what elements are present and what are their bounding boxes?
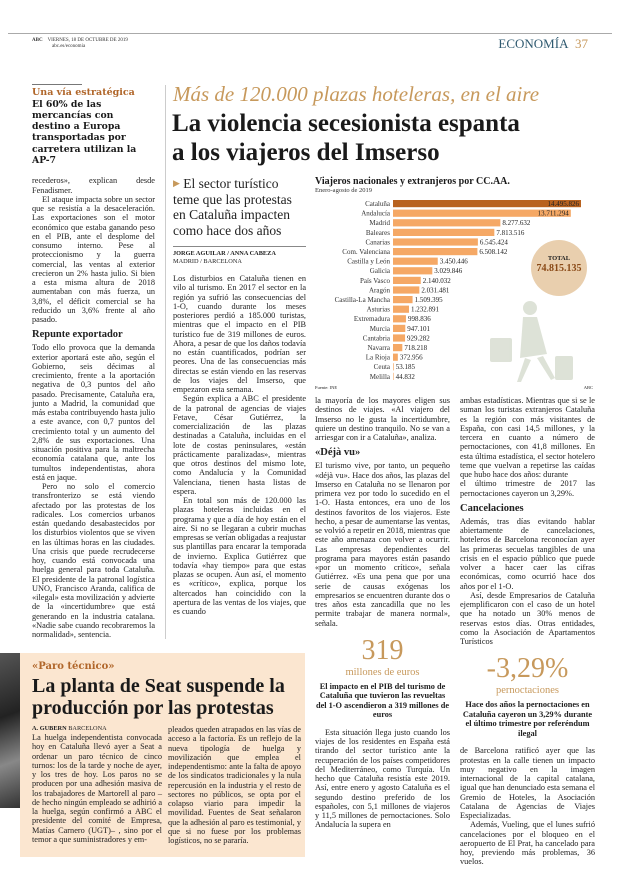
chart-value-label: 1.232.891: [410, 305, 439, 314]
chart-bar: [393, 363, 394, 370]
column-divider: [165, 85, 166, 639]
chart-category-label: Baleares: [365, 228, 390, 237]
location: MADRID / BARCELONA: [173, 258, 242, 265]
article-col-4-column: [460, 396, 595, 867]
chart-category-label: Melilla: [369, 372, 390, 381]
chart-value-label: 2.031.481: [421, 286, 450, 295]
headline-line: La violencia secesionista espanta: [172, 110, 520, 137]
seat-col-2: [168, 725, 301, 845]
chart-value-label: 3.029.846: [434, 267, 463, 276]
chart-category-label: Canarias: [365, 238, 390, 247]
byline-rule: [173, 246, 306, 247]
chart-value-label: 1.509.395: [414, 296, 443, 304]
sidebar-title: El 60% de las mercancías con destino a Europa transportadas por carretera utilizan la AP-7: [32, 98, 137, 166]
chart-category-label: Andalucía: [361, 209, 390, 218]
seat-byline: [32, 725, 162, 733]
page-number: 37: [575, 36, 588, 51]
brand: ABC: [32, 38, 43, 43]
chart-category-label: Aragón: [369, 286, 390, 295]
paragraph: pleados queden atrapados en las vías de acceso a la factoría. Es un reflejo de la nueva tipología de huelga y movilización que emplea el independentismo: ante la falta de apoyo de los sindicatos tradicionales y la nula repercusión en la industria y el resto de sectores no públicos, se opta por el colapso viario para impedir la movilidad. Fuentes de Seat señalaron que la adhesión al paro es testimonial, y que si no fuese por los problemas logísticos, no se pararía.: [168, 725, 301, 845]
chart-value-label: 998.836: [407, 315, 431, 324]
chart-category-label: La Rioja: [365, 353, 390, 362]
traveler-silhouette-icon: [490, 301, 573, 382]
total-value: 74.815.135: [536, 263, 582, 274]
chart-value-label: 3.450.446: [439, 257, 468, 266]
article-col-3a: [315, 396, 450, 442]
stat-value: -3,29%: [486, 653, 569, 685]
chart-category-label: Com. Valenciana: [342, 248, 390, 256]
chart-value-label: 6.545.424: [479, 238, 508, 247]
chart-category-label: Asturias: [366, 305, 390, 314]
sidebar-text-1: [32, 176, 155, 324]
article-col-3c: del Imserso en Cataluña no se llenaron por primera vez por todo lo sucedido en el 1-O. Hasta entonces, era uno de los destinos favoritos de los viajeros. Este hecho, a pesar de aumentarse las ventas, se volvió a repetir en 2018, mientras que este año amenaza con volver a ocurrir. Las empresas dependientes del programa para mayores están pasando «por un momento crítico», señala Gutiérrez. «Es una pena que por una serie de causas exógenas los empresarios se encuentren durante dos o tres años esta zancadilla que no les permite trabajar de manera normal», señala.: [315, 470, 451, 628]
seat-box: [20, 653, 305, 857]
chart-source: Fuente: INE: [315, 385, 338, 390]
section-name: ECONOMÍA: [498, 36, 568, 51]
chart-bar: [393, 325, 405, 332]
article-col-4e: [460, 746, 595, 866]
chart-bar: [393, 277, 421, 284]
chart-subtitle: Enero-agosto de 2019: [315, 187, 373, 194]
subhead-repunte: Repunte exportador: [32, 329, 123, 341]
paragraph: de Barcelona ratificó ayer que las protestas en la calle tienen un impacto muy negativo en la imagen internacional de la capital catalana, igual que han denunciado esta semana el Gremio de Hoteles, la Asociación Catalana de Agencias de Viajes Especializadas.: [460, 746, 596, 820]
paragraph: Así, desde Empresarios de Cataluña ejemplificaron con el caso de un hotel que ha notado un 30% menos de reservas estos días. Otras entidades, como la Asociación de Apartamentos Turísticos: [460, 590, 595, 646]
chart-value-label: 44.832: [395, 372, 415, 381]
summary-text: El sector turístico teme que las protestas en Cataluña impacten como hace dos años: [173, 176, 292, 238]
sidebar-kicker: Una vía estratégica: [32, 87, 135, 98]
seat-photo: [0, 653, 20, 808]
chart-category-label: Galicia: [369, 267, 390, 276]
seat-kicker: «Paro técnico»: [32, 661, 115, 672]
stat-value: 319: [361, 634, 404, 666]
paragraph: Además, Vueling, que el lunes sufrió cancelaciones por el bloqueo en el aeropuerto de El Prat, ha cancelado para hoy, previendo más problemas, 36 vuelos.: [460, 820, 595, 867]
chart-category-label: Castilla-La Mancha: [334, 296, 390, 304]
paragraph: Pero no solo el comercio transfronterizo se está viendo afectado por las protestas de los radicales. Los comercios urbanos están quedando desabastecidos por los disturbios violentos que se viven en las últimas horas en las ciudades. Una crisis que puede recrudecerse hoy, cuando está convocada una huelga general para toda Cataluña. El presidente de la patronal logística UNO, Francisco Aranda, califica de «ilegal» esta movilización y advierte de la «incertidumbre» que está generando en la industria catalana. «Nadie sabe cuando recobraremos la normalidad», sentencia.: [32, 482, 155, 640]
chart-category-label: Extremadura: [353, 315, 390, 324]
chart-bar: [393, 238, 478, 245]
header-meta: [32, 38, 128, 50]
chart-category-label: Cantabria: [362, 334, 390, 343]
chart-value-label: 14.495.826: [547, 200, 579, 208]
paragraph: la mayoría de los mayores eligen sus destinos de viajes. «Al viajero del Imserso no le gusta la incertidumbre, quiere un destino tranquilo. No se van a arriesgar con ir a Cataluña», analiza.: [315, 396, 450, 442]
chart-viajeros: [315, 176, 597, 392]
paragraph: Además, tras días evitando hablar abiertamente de cancelaciones, hoteleros de Barcelona reconocían ayer las primeras secuelas tangibles de una crisis en el espacio público que puede volver a hacer caer las cifras económicas, como ocurrió hace dos años por el 1-O.: [460, 516, 595, 591]
chart-category-label: Madrid: [369, 219, 390, 228]
chart-bar: [393, 248, 477, 255]
chart-value-label: 718.218: [404, 344, 428, 352]
stat-caption: Hace dos años la pernoctaciones en Cataluña cayeron un 3,29% durante el último trimestre por referéndum ilegal: [462, 700, 593, 738]
paragraph: [315, 461, 450, 628]
chart-value-label: 8.277.632: [502, 219, 531, 228]
article-col-3b: El turismo vive, por tanto, un pequeño «déjà vu». Hace dos años, las plazas: [315, 461, 450, 480]
chart-bar: [393, 258, 438, 265]
chart-value-label: 947.101: [407, 324, 431, 333]
chart-category-label: País Vasco: [359, 276, 390, 285]
paragraph: Esta situación llega justo cuando los viajes de los residentes en España está tirando del sector turístico ante la recuperación de los países competidores del Mediterráneo, como Turquía. Un hecho que Cataluña resistía este 2019. Así, entre enero y agosto Cataluña es el segundo destino preferido de los españoles, con 5,1 millones de viajeros y 11,5 millones de pernoctaciones. Solo Andalucía la supera en: [315, 727, 450, 830]
seat-author: A. GUBERN: [32, 725, 67, 732]
article-headline: [172, 109, 520, 167]
chart-bar: [393, 219, 500, 226]
chart-bar: [393, 334, 405, 341]
article-col-2-column: [173, 176, 306, 616]
section-url[interactable]: abc.es/economia: [52, 44, 86, 49]
total-label: TOTAL: [547, 255, 571, 262]
chart-value-label: 13.711.294: [537, 209, 569, 218]
date: VIERNES, 18 DE OCTUBRE DE 2019: [47, 38, 128, 43]
seat-location: BARCELONA: [68, 725, 107, 732]
article-kicker: Más de 120.000 plazas hoteleras, en el aire: [173, 82, 540, 106]
chart-bar: [393, 306, 409, 313]
sidebar-text-2: [32, 343, 155, 639]
chart-credit: ABC: [583, 385, 593, 390]
triangle-bullet-icon: ▶: [173, 178, 180, 188]
article-col-3-column: [315, 396, 450, 830]
subhead-dejavu: «Déjà vu»: [315, 447, 361, 459]
seat-headline: La planta de Seat suspende la producción por las protestas: [32, 675, 285, 719]
article-col-4a: [460, 396, 595, 498]
stat-unit: millones de euros: [345, 666, 420, 678]
article-summary: [173, 176, 306, 238]
article-col-2: [173, 274, 306, 616]
chart-bar: [393, 296, 413, 303]
paragraph: ambas estadísticas. Mientras que si se le suman los turistas extranjeros Cataluña es la región con más visitantes de España, con casi 14,5 millones, y la tercera en cuanto a número de pernoctaciones, con 41,8 millones. En esta última estadística, el sector hotelero teme que vuelvan a repetirse las caídas que hubo hace dos años: durante: [460, 396, 595, 479]
chart-bar: [393, 229, 494, 236]
paragraph: Los disturbios en Cataluña tienen en vilo al turismo. En 2017 el sector en la región ya sufrió las consecuencias del 1-O, cuando durante los meses posteriores perdió a 185.000 turistas, mientras que el impacto en el PIB turístico fue de 319 millones de euros. Ahora, a pesar de que los daños todavía no están cuantificados, podrían ser peores. Una de las consecuencias más directas se están viendo en las reservas de los viajes del Imserso, que empezaron esta semana.: [173, 274, 306, 394]
article-col-3d: [315, 728, 450, 830]
total-circle: [531, 240, 587, 296]
stat-unit: pernoctaciones: [496, 685, 559, 697]
headline-line: a los viajeros del Imserso: [172, 139, 440, 166]
stat-caption: El impacto en el PIB del turismo de Cataluña que tuvieron las revueltas del 1-O ascendieron a 319 millones de euros: [315, 681, 450, 720]
chart-category-label: Ceuta: [373, 363, 390, 372]
sidebar-column: [32, 84, 155, 639]
paragraph: Todo ello provoca que la demanda exterior aportará este año, según el Gobierno, seis décimas al crecimiento, frente a la aportación negativa de 0,3 puntos del año pasado. Precisamente, Cataluña era, junto a Madrid, la comunidad que más estaba contribuyendo hasta julio a este avance, con 0,7 puntos del crecimiento total y un aumento del 2,8% de sus exportaciones. Una situación positiva para la maltrecha economía catalana que, ante los tumultos independentistas, ahora está en jaque.: [32, 343, 155, 482]
chart-value-label: 53.185: [395, 363, 415, 372]
paragraph: recederos», explican desde Fenadismer.: [32, 176, 155, 195]
chart-value-label: 929.282: [407, 334, 430, 343]
authors: JORGE AGUILAR / ANNA CABEZA: [173, 250, 276, 257]
subhead-cancelaciones: Cancelaciones: [460, 502, 524, 514]
stat-pernoctaciones: [460, 654, 595, 738]
chart-category-label: Cataluña: [365, 200, 390, 208]
stat-impact: [315, 636, 450, 720]
chart-category-label: Castilla y León: [347, 257, 390, 266]
chart-value-label: 2.140.032: [422, 276, 451, 285]
chart-title: Viajeros nacionales y extranjeros por CC.AA.: [315, 176, 510, 187]
paragraph: Según explica a ABC el presidente de la patronal de agencias de viajes Fetave, César Gutiérrez, la comercialización de las plazas destinadas a Cataluña, incluidas en el lote de costas peninsulares, «están prácticamente paralizadas», mientras que otros destinos del mismo lote, como Andalucía y la Comunidad Valenciana, tienen hasta listas de espera.: [173, 394, 306, 496]
chart-bar: [393, 267, 432, 274]
chart-value-label: 7.813.516: [496, 228, 525, 237]
chart-value-label: 372.956: [399, 353, 423, 362]
paragraph: El ataque impacta sobre un sector que se resistía a la desaceleración. Las exportaciones son el motor económico que estaba ganando peso en el PIB, ante el desplome del consumo interno. Pese al proteccionismo y la guerra comercial, las ventas al exterior crecieron un 2% hasta julio. Si bien a esta misma altura de 2018 aumentaban con más fuerza, un 3,8%, el déficit comercial se ha reducido un 3,6% frente al año pasado.: [32, 194, 155, 325]
article-col-3bc: [315, 461, 450, 628]
paragraph: La huelga independentista convocada hoy en Cataluña llevó ayer a Seat a ordenar un paro técnico de cinco turnos: los de la tarde y noche de ayer, y los tres de hoy. Los paros no se producen por una adhesión masiva de los trabajadores de Martorell al paro –de hecho ningún empleado se adhirió a la huelga, según confirmó a ABC el presidente del comité de Empresa, Matías Carnero (UGT)– , sino por el temor a que suministradores y em-: [32, 733, 162, 844]
chart-category-label: Navarra: [367, 344, 390, 352]
chart-category-label: Murcia: [369, 324, 390, 333]
chart-bar: [393, 315, 406, 322]
paragraph: En total son más de 120.000 las plazas hoteleras incluidas en el programa y que a día de hoy están en el aire. Si no se llegaran a cubrir muchas empresas se verían obligadas a reajustar sus plantillas para encarar la temporada de invierno. Explica Gutiérrez que todavía «hay tiempo» para que estas plazas se ocupen. Aun así, el momento es «crítico», explica, porque los altercados han coincidido con la apertura de las ventas de los viajes, que es cuando: [173, 496, 306, 616]
chart-value-label: 6.508.142: [479, 248, 508, 256]
byline: [173, 250, 306, 266]
chart-bar: [393, 373, 394, 380]
article-col-4c: [460, 517, 595, 647]
chart-bar: [393, 354, 398, 361]
chart-bar: [393, 344, 402, 351]
paragraph: el último trimestre de 2017 las pernoctaciones cayeron un 3,29%.: [460, 479, 595, 498]
seat-col-1: [32, 733, 162, 844]
chart-bar: [393, 286, 419, 293]
header-rule: [8, 33, 612, 34]
section-header: [498, 36, 588, 52]
sidebar-rule: [32, 84, 82, 85]
